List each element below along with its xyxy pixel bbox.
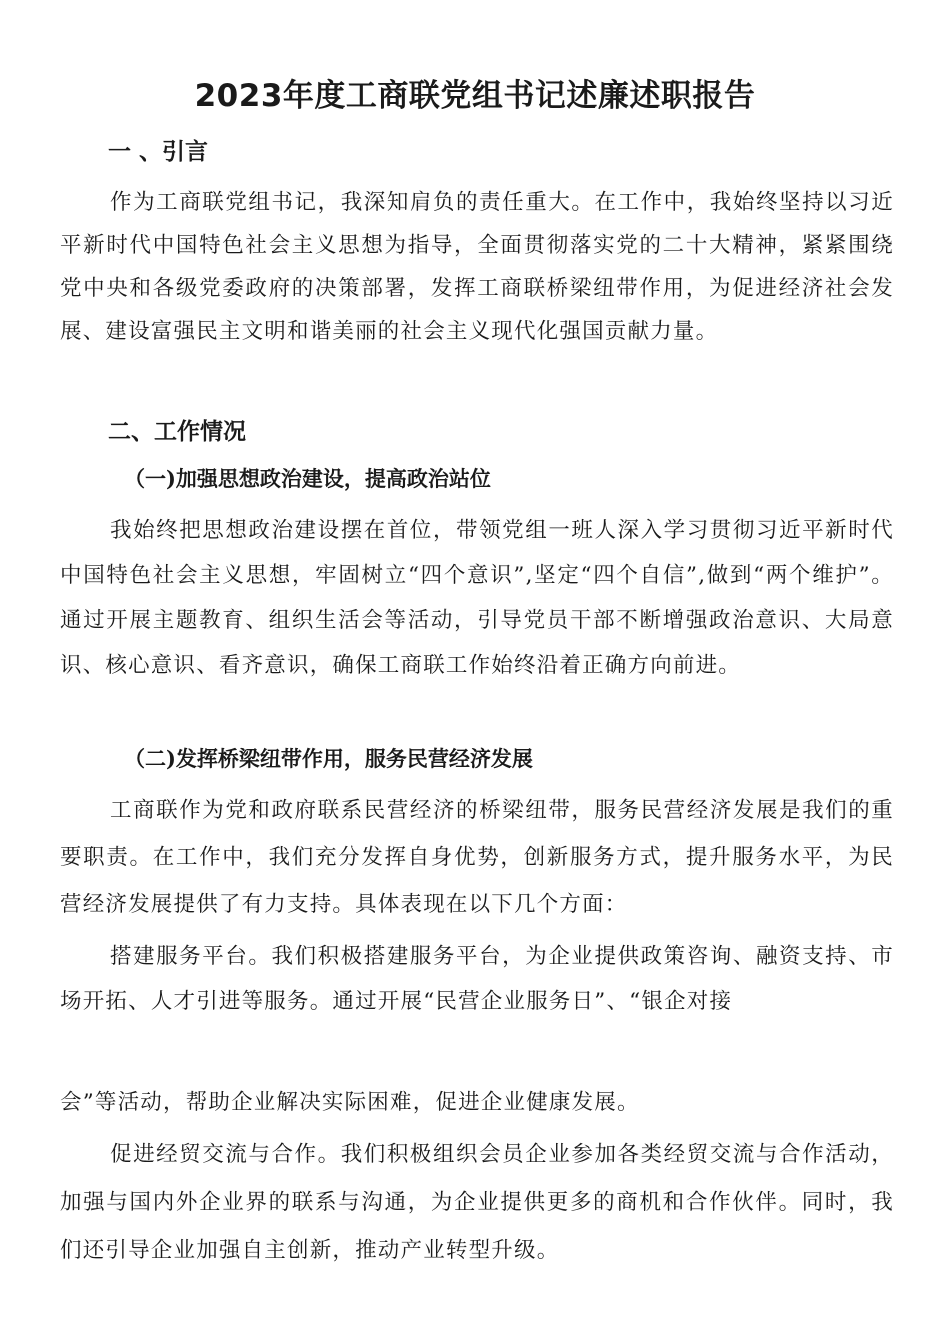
section-heading-work: 二、工作情况 xyxy=(108,419,246,445)
subsection-heading-political: （一)加强思想政治建设，提高政治站位 xyxy=(124,466,491,491)
service-platform-paragraph: 搭建服务平台。我们积极搭建服务平台，为企业提供政策咨询、融资支持、市场开拓、人才引进等服务。通过开展“民营企业服务日”、“银企对接 xyxy=(60,944,894,1014)
service-platform-continuation: 会”等活动，帮助企业解决实际困难，促进企业健康发展。 xyxy=(60,1090,640,1115)
political-paragraph: 我始终把思想政治建设摆在首位，带领党组一班人深入学习贯彻习近平新时代中国特色社会主义思想，牢固树立“四个意识”,坚定“四个自信”,做到“两个维护”。通过开展主题教育、组织生活会等活动，引导党员干部不断增强政治意识、大局意识、核心意识、看齐意识，确保工商联工作始终沿着正确方向前进。 xyxy=(60,518,894,678)
bridge-paragraph: 工商联作为党和政府联系民营经济的桥梁纽带，服务民营经济发展是我们的重要职责。在工作中，我们充分发挥自身优势，创新服务方式，提升服务水平，为民营经济发展提供了有力支持。具体表现在以下几个方面： xyxy=(60,798,894,917)
subsection-heading-bridge: （二)发挥桥梁纽带作用，服务民营经济发展 xyxy=(124,746,533,771)
intro-paragraph: 作为工商联党组书记，我深知肩负的责任重大。在工作中，我始终坚持以习近平新时代中国特色社会主义思想为指导，全面贯彻落实党的二十大精神，紧紧围绕党中央和各级党委政府的决策部署，发挥工商联桥梁纽带作用，为促进经济社会发展、建设富强民主文明和谐美丽的社会主义现代化强国贡献力量。 xyxy=(60,190,894,344)
section-heading-intro: 一 、引言 xyxy=(108,139,209,165)
document-title: 2023年度工商联党组书记述廉述职报告 xyxy=(194,78,756,114)
trade-exchange-paragraph: 促进经贸交流与合作。我们积极组织会员企业参加各类经贸交流与合作活动，加强与国内外企业界的联系与沟通，为企业提供更多的商机和合作伙伴。同时，我们还引导企业加强自主创新，推动产业转型升级。 xyxy=(60,1142,894,1263)
